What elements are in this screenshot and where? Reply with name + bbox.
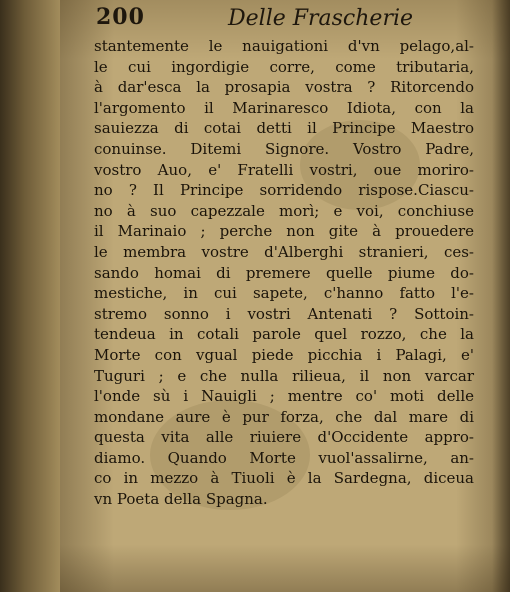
text-line: sando homai di premere quelle piume do-: [94, 263, 474, 282]
text-line: stantemente le nauigationi d'vn pelago,al-: [94, 37, 474, 55]
text-line: stremo sonno i vostri Antenati ? Sottoin-: [94, 304, 474, 323]
text-line: le cui ingordigie corre, come tributaria,: [94, 57, 474, 76]
book-gutter-edge: [0, 0, 62, 592]
text-line: Tuguri ; e che nulla rilieua, il non varcar: [94, 366, 474, 385]
text-line: le membra vostre d'Alberghi stranieri, ces-: [94, 242, 474, 261]
page-header: [96, 4, 416, 34]
text-line: no à suo capezzale morì; e voi, conchiuse: [94, 201, 474, 220]
text-line: diamo. Quando Morte vuol'assalirne, an-: [94, 448, 474, 467]
text-line: à dar'esca la prosapia vostra ? Ritorcendo: [94, 78, 474, 97]
text-line: il Marinaio ; perche non gite à prouedere: [94, 222, 474, 241]
text-line: tendeua in cotali parole quel rozzo, che la: [94, 325, 474, 344]
text-line: co in mezzo à Tiuoli è la Sardegna, diceua: [94, 469, 474, 488]
page-edge-shadow: [492, 0, 510, 592]
text-line: questa vita alle riuiere d'Occidente appro-: [94, 428, 474, 447]
text-line: mestiche, in cui sapete, c'hanno fatto l'e-: [94, 284, 474, 303]
text-line: conuinse. Ditemi Signore. Vostro Padre,: [94, 139, 474, 158]
text-line: no ? Il Principe sorridendo rispose.Ciascu-: [94, 181, 474, 200]
text-line: l'argomento il Marinaresco Idiota, con la: [94, 98, 474, 117]
running-head: Delle Frascherie: [228, 6, 414, 31]
text-line: sauiezza di cotai detti il Principe Maestro: [94, 119, 474, 138]
text-line: vostro Auo, e' Fratelli vostri, oue moriro-: [94, 160, 474, 179]
text-line: vn Poeta della Spagna.: [94, 490, 268, 509]
text-line: mondane aure è pur forza, che dal mare di: [94, 407, 474, 426]
body-text: [94, 36, 474, 510]
text-line: l'onde sù i Nauigli ; mentre co' moti delle: [94, 387, 474, 406]
text-line: Morte con vgual piede picchia i Palagi, e': [94, 345, 474, 364]
page-number: 200: [96, 4, 145, 30]
